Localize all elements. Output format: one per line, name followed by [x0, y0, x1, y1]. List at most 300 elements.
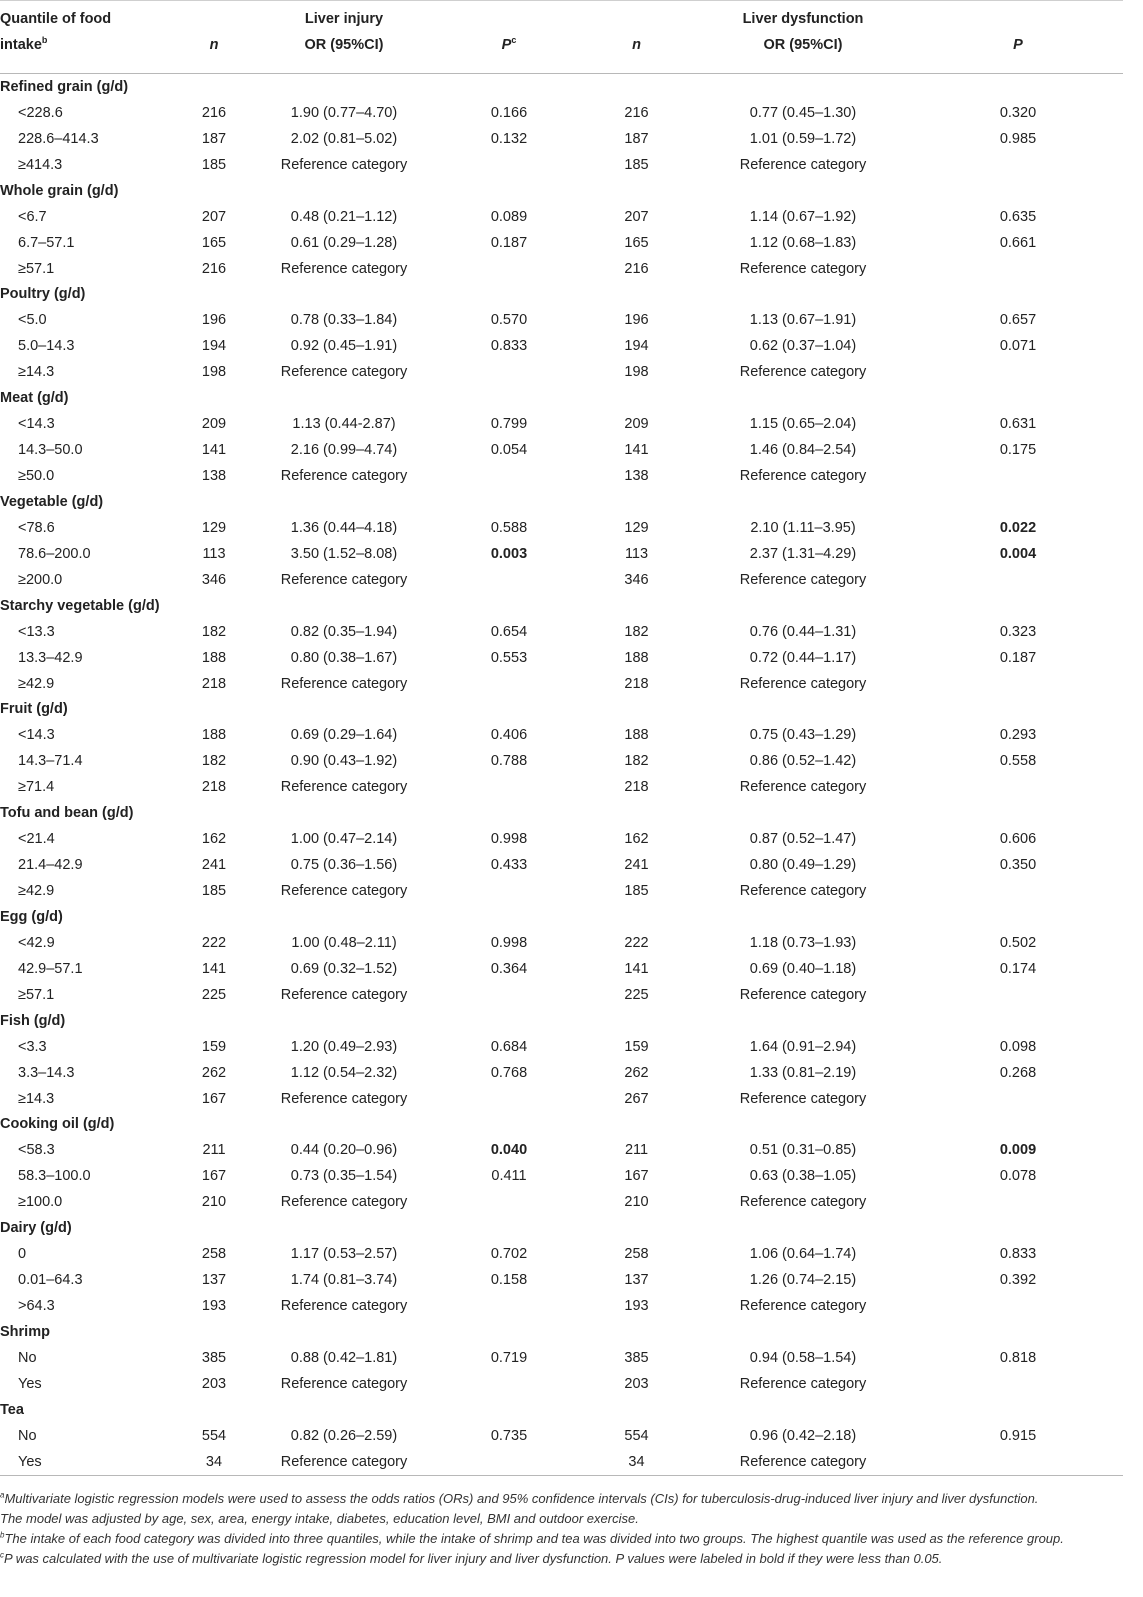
n-injury-cell: 218	[201, 675, 227, 692]
n-injury-cell: 196	[201, 312, 227, 329]
p-dysfunction-cell	[913, 1189, 1123, 1215]
n-injury-cell: 167	[201, 1168, 227, 1185]
p-injury-cell	[438, 256, 580, 282]
p-dysfunction-cell	[913, 878, 1123, 904]
table-row	[0, 1060, 1123, 1086]
or-injury-cell: Reference category	[280, 883, 408, 900]
n-dysfunction-cell: 141	[624, 442, 649, 459]
p-injury-cell: 0.768	[490, 1064, 528, 1081]
footnote-marker: a	[0, 1490, 5, 1500]
n-dysfunction-cell: 209	[624, 416, 649, 433]
table-row	[0, 256, 1123, 282]
header-n-dysfunction: n	[580, 35, 693, 74]
p-dysfunction-cell: 0.098	[999, 1038, 1037, 1055]
or-dysfunction-cell: 0.51 (0.31–0.85)	[749, 1142, 857, 1159]
n-injury-cell: 141	[201, 960, 227, 977]
n-dysfunction-cell: 225	[624, 986, 649, 1003]
table-row	[0, 230, 1123, 256]
table-row	[0, 463, 1123, 489]
n-injury-cell: 188	[201, 649, 227, 666]
category-label: Tea	[0, 1401, 24, 1418]
quantile-label: No	[18, 1427, 37, 1444]
table-row	[0, 333, 1123, 359]
or-dysfunction-cell: 1.33 (0.81–2.19)	[749, 1064, 857, 1081]
n-injury-cell: 194	[201, 338, 227, 355]
n-dysfunction-cell: 216	[624, 104, 649, 121]
p-injury-cell: 0.684	[490, 1038, 528, 1055]
p-dysfunction-cell	[913, 774, 1123, 800]
p-injury-cell: 0.166	[490, 104, 528, 121]
or-dysfunction-cell: 0.63 (0.38–1.05)	[749, 1168, 857, 1185]
header-or-injury: OR (95%CI)	[250, 35, 438, 74]
or-injury-cell: 0.82 (0.35–1.94)	[290, 623, 398, 640]
or-dysfunction-cell: Reference category	[739, 468, 867, 485]
n-injury-cell: 216	[201, 260, 227, 277]
or-dysfunction-cell: 1.64 (0.91–2.94)	[749, 1038, 857, 1055]
n-dysfunction-cell: 216	[624, 260, 649, 277]
p-injury-cell: 0.411	[491, 1168, 527, 1185]
n-dysfunction-cell: 385	[624, 1349, 649, 1366]
p-dysfunction-cell: 0.661	[999, 234, 1037, 251]
n-dysfunction-cell: 113	[624, 545, 649, 562]
table-row	[0, 541, 1123, 567]
header-sup-b: b	[41, 35, 48, 46]
table-row	[0, 852, 1123, 878]
p-dysfunction-cell: 0.004	[999, 545, 1037, 562]
quantile-label: <14.3	[18, 416, 55, 433]
quantile-label: 42.9–57.1	[18, 960, 83, 977]
or-dysfunction-cell: Reference category	[739, 1194, 867, 1211]
p-injury-cell: 0.570	[490, 312, 528, 329]
n-dysfunction-cell: 218	[624, 779, 649, 796]
quantile-label: <21.4	[18, 831, 55, 848]
n-dysfunction-cell: 258	[624, 1246, 649, 1263]
p-dysfunction-cell	[913, 671, 1123, 697]
table-row	[0, 307, 1123, 333]
p-dysfunction-cell	[913, 1293, 1123, 1319]
or-injury-cell: 0.44 (0.20–0.96)	[290, 1142, 398, 1159]
or-injury-cell: 1.13 (0.44-2.87)	[292, 416, 396, 433]
or-dysfunction-cell: 0.76 (0.44–1.31)	[749, 623, 857, 640]
or-dysfunction-cell: 0.96 (0.42–2.18)	[749, 1427, 857, 1444]
p-dysfunction-cell: 0.323	[999, 623, 1037, 640]
table-row	[0, 671, 1123, 697]
table-row	[0, 1189, 1123, 1215]
quantile-label: Yes	[0, 1449, 178, 1475]
category-label: Cooking oil (g/d)	[0, 1116, 115, 1133]
table-row	[0, 152, 1123, 178]
p-injury-cell	[438, 982, 580, 1008]
quantile-label: No	[18, 1349, 37, 1366]
n-injury-cell: 193	[201, 1298, 227, 1315]
quantile-label: ≥200.0	[18, 571, 63, 588]
quantile-label: Yes	[18, 1375, 42, 1392]
p-injury-cell: 0.040	[490, 1142, 528, 1159]
or-dysfunction-cell: 1.46 (0.84–2.54)	[749, 442, 857, 459]
quantile-label: ≥14.3	[18, 364, 55, 381]
or-injury-cell: 1.90 (0.77–4.70)	[290, 104, 398, 121]
or-injury-cell: Reference category	[280, 364, 408, 381]
p-injury-cell	[438, 463, 580, 489]
n-injury-cell: 210	[201, 1194, 227, 1211]
table-row	[0, 567, 1123, 593]
n-injury-cell: 182	[201, 623, 227, 640]
p-injury-cell: 0.833	[490, 338, 528, 355]
or-injury-cell: 0.82 (0.26–2.59)	[290, 1427, 398, 1444]
p-injury-cell: 0.433	[490, 857, 528, 874]
category-label: Whole grain (g/d)	[0, 182, 119, 199]
or-injury-cell: 0.92 (0.45–1.91)	[290, 338, 398, 355]
table-row	[0, 1371, 1123, 1397]
n-dysfunction-cell: 554	[624, 1427, 649, 1444]
table-row	[0, 126, 1123, 152]
n-dysfunction-cell: 185	[624, 156, 649, 173]
or-dysfunction-cell: 0.69 (0.40–1.18)	[749, 960, 857, 977]
footnote-text: Multivariate logistic regression models were used to assess the odds ratios (ORs) and 95% confidence intervals (CIs) for tuberculosis-drug-induced liver injury and liver dysfunction.	[4, 1491, 1039, 1506]
n-dysfunction-cell: 34	[580, 1449, 693, 1475]
quantile-label: <78.6	[18, 519, 55, 536]
p-dysfunction-cell: 0.392	[999, 1272, 1037, 1289]
n-dysfunction-cell: 159	[624, 1038, 649, 1055]
n-dysfunction-cell: 203	[624, 1375, 649, 1392]
p-dysfunction-cell: 0.350	[999, 857, 1037, 874]
or-dysfunction-cell: 0.87 (0.52–1.47)	[749, 831, 857, 848]
or-dysfunction-cell: Reference category	[693, 1449, 913, 1475]
p-dysfunction-cell: 0.606	[999, 831, 1037, 848]
table-row	[0, 982, 1123, 1008]
or-dysfunction-cell: 0.86 (0.52–1.42)	[749, 753, 857, 770]
p-dysfunction-cell	[913, 1449, 1123, 1475]
or-dysfunction-cell: Reference category	[739, 364, 867, 381]
category-label: Starchy vegetable (g/d)	[0, 597, 160, 614]
quantile-label: <228.6	[18, 104, 63, 121]
or-injury-cell: 0.88 (0.42–1.81)	[290, 1349, 398, 1366]
p-injury-cell	[438, 671, 580, 697]
n-injury-cell: 241	[201, 857, 227, 874]
header-liver-dysfunction: Liver dysfunction	[693, 1, 913, 36]
or-dysfunction-cell: Reference category	[739, 1298, 867, 1315]
p-injury-cell: 0.735	[490, 1427, 528, 1444]
or-injury-cell: 0.75 (0.36–1.56)	[290, 857, 398, 874]
category-label: Vegetable (g/d)	[0, 493, 104, 510]
or-dysfunction-cell: Reference category	[739, 571, 867, 588]
n-injury-cell: 198	[201, 364, 227, 381]
category-row	[0, 1112, 1123, 1138]
table-row	[0, 1034, 1123, 1060]
or-injury-cell: 1.17 (0.53–2.57)	[290, 1246, 398, 1263]
category-row	[0, 904, 1123, 930]
n-injury-cell: 216	[201, 104, 227, 121]
or-dysfunction-cell: 1.06 (0.64–1.74)	[749, 1246, 857, 1263]
n-injury-cell: 211	[202, 1142, 226, 1159]
or-dysfunction-cell: 0.77 (0.45–1.30)	[749, 104, 857, 121]
p-injury-cell: 0.588	[490, 519, 528, 536]
n-injury-cell: 185	[201, 156, 227, 173]
or-injury-cell: 0.90 (0.43–1.92)	[290, 753, 398, 770]
header-or-dysfunction: OR (95%CI)	[693, 35, 913, 74]
n-dysfunction-cell: 211	[624, 1142, 649, 1159]
p-injury-cell: 0.719	[490, 1349, 528, 1366]
n-dysfunction-cell: 346	[624, 571, 649, 588]
p-dysfunction-cell	[913, 256, 1123, 282]
n-dysfunction-cell: 193	[624, 1298, 649, 1315]
table-row	[0, 1086, 1123, 1112]
category-label: Fruit (g/d)	[0, 701, 68, 718]
or-injury-cell: Reference category	[280, 156, 408, 173]
table-row	[0, 722, 1123, 748]
header-quantile-line2: intake$^b$	[0, 35, 178, 74]
quantile-label: 14.3–71.4	[18, 753, 83, 770]
table-row	[0, 1163, 1123, 1189]
or-dysfunction-cell: 2.37 (1.31–4.29)	[749, 545, 857, 562]
quantile-label: ≥14.3	[18, 1090, 55, 1107]
n-dysfunction-cell: 194	[624, 338, 649, 355]
n-dysfunction-cell: 218	[624, 675, 649, 692]
p-injury-cell: 0.654	[490, 623, 528, 640]
quantile-label: <3.3	[18, 1038, 47, 1055]
or-dysfunction-cell: Reference category	[739, 260, 867, 277]
category-row	[0, 385, 1123, 411]
n-dysfunction-cell: 167	[624, 1168, 649, 1185]
p-injury-cell: 0.089	[490, 208, 528, 225]
p-injury-cell	[438, 1449, 580, 1475]
n-dysfunction-cell: 138	[624, 468, 649, 485]
category-label: Shrimp	[0, 1323, 50, 1340]
n-injury-cell: 262	[201, 1064, 227, 1081]
n-injury-cell: 207	[201, 208, 227, 225]
p-dysfunction-cell: 0.078	[999, 1168, 1037, 1185]
category-label: Fish (g/d)	[0, 1012, 66, 1029]
p-injury-cell	[438, 1293, 580, 1319]
n-injury-cell: 218	[201, 779, 227, 796]
or-injury-cell: 2.02 (0.81–5.02)	[290, 130, 398, 147]
p-injury-cell: 0.788	[490, 753, 528, 770]
p-injury-cell	[438, 1086, 580, 1112]
table-row	[0, 619, 1123, 645]
table-row	[0, 645, 1123, 671]
or-dysfunction-cell: 1.12 (0.68–1.83)	[749, 234, 857, 251]
or-dysfunction-cell: Reference category	[739, 883, 867, 900]
or-injury-cell: Reference category	[280, 571, 408, 588]
n-injury-cell: 165	[201, 234, 227, 251]
p-dysfunction-cell	[913, 152, 1123, 178]
p-injury-cell: 0.998	[490, 831, 528, 848]
table-row	[0, 930, 1123, 956]
p-dysfunction-cell: 0.187	[999, 649, 1037, 666]
or-injury-cell: 1.74 (0.81–3.74)	[290, 1272, 398, 1289]
or-dysfunction-cell: 1.26 (0.74–2.15)	[749, 1272, 857, 1289]
n-injury-cell: 34	[178, 1449, 250, 1475]
or-injury-cell: 3.50 (1.52–8.08)	[290, 545, 398, 562]
n-dysfunction-cell: 187	[624, 130, 649, 147]
or-injury-cell: Reference category	[250, 1449, 438, 1475]
quantile-label: ≥42.9	[18, 883, 55, 900]
or-injury-cell: 0.73 (0.35–1.54)	[290, 1168, 398, 1185]
n-injury-cell: 129	[201, 519, 227, 536]
n-injury-cell: 141	[201, 442, 227, 459]
n-dysfunction-cell: 182	[624, 753, 649, 770]
p-dysfunction-cell	[913, 567, 1123, 593]
or-injury-cell: 0.69 (0.29–1.64)	[290, 727, 398, 744]
or-dysfunction-cell: Reference category	[739, 1375, 867, 1392]
or-injury-cell: 1.20 (0.49–2.93)	[290, 1038, 398, 1055]
or-injury-cell: 1.12 (0.54–2.32)	[290, 1064, 398, 1081]
p-injury-cell	[438, 1189, 580, 1215]
p-dysfunction-cell	[913, 359, 1123, 385]
or-dysfunction-cell: 0.72 (0.44–1.17)	[749, 649, 857, 666]
or-injury-cell: 0.48 (0.21–1.12)	[290, 208, 398, 225]
p-injury-cell: 0.132	[490, 130, 528, 147]
or-injury-cell: 1.00 (0.48–2.11)	[291, 934, 397, 951]
or-injury-cell: Reference category	[280, 1298, 408, 1315]
p-injury-cell: 0.054	[490, 442, 528, 459]
category-row	[0, 1397, 1123, 1423]
p-injury-cell: 0.799	[490, 416, 528, 433]
n-dysfunction-cell: 196	[624, 312, 649, 329]
p-dysfunction-cell: 0.985	[999, 130, 1037, 147]
p-dysfunction-cell: 0.320	[999, 104, 1037, 121]
table-row	[0, 359, 1123, 385]
table-row	[0, 956, 1123, 982]
n-dysfunction-cell: 188	[624, 649, 649, 666]
table-row	[0, 411, 1123, 437]
quantile-label: 0	[18, 1246, 27, 1263]
or-injury-cell: Reference category	[280, 1194, 408, 1211]
p-dysfunction-cell: 0.635	[999, 208, 1037, 225]
n-injury-cell: 138	[201, 468, 227, 485]
p-injury-cell: 0.158	[490, 1272, 528, 1289]
footnote	[0, 1529, 1123, 1549]
table-row	[0, 100, 1123, 126]
or-dysfunction-cell: Reference category	[739, 1090, 867, 1107]
or-dysfunction-cell: Reference category	[739, 986, 867, 1003]
or-dysfunction-cell: 1.18 (0.73–1.93)	[749, 934, 857, 951]
n-dysfunction-cell: 141	[624, 960, 649, 977]
or-dysfunction-cell: 0.75 (0.43–1.29)	[749, 727, 857, 744]
n-dysfunction-cell: 162	[624, 831, 649, 848]
n-injury-cell: 222	[201, 934, 227, 951]
quantile-label: ≥57.1	[18, 260, 55, 277]
table-row	[0, 1267, 1123, 1293]
p-dysfunction-cell: 0.657	[999, 312, 1037, 329]
footnote-text: The model was adjusted by age, sex, area, energy intake, diabetes, education level, BMI and outdoor exercise.	[0, 1511, 639, 1526]
or-injury-cell: Reference category	[280, 779, 408, 796]
n-dysfunction-cell: 267	[624, 1090, 649, 1107]
quantile-label: >64.3	[18, 1298, 55, 1315]
p-dysfunction-cell: 0.175	[999, 442, 1037, 459]
p-dysfunction-cell	[913, 1086, 1123, 1112]
or-injury-cell: Reference category	[280, 1375, 408, 1392]
p-injury-cell	[438, 774, 580, 800]
or-injury-cell: 0.61 (0.29–1.28)	[290, 234, 398, 251]
header-quantile-line1: Quantile of food	[0, 1, 178, 36]
or-injury-cell: Reference category	[280, 675, 408, 692]
category-label: Tofu and bean (g/d)	[0, 805, 134, 822]
quantile-label: <14.3	[18, 727, 55, 744]
p-dysfunction-cell: 0.558	[999, 753, 1037, 770]
n-injury-cell: 113	[202, 545, 226, 562]
table-row	[0, 1293, 1123, 1319]
or-dysfunction-cell: 0.94 (0.58–1.54)	[749, 1349, 857, 1366]
table-row	[0, 1423, 1123, 1449]
category-label: Refined grain (g/d)	[0, 78, 129, 95]
quantile-label: ≥71.4	[18, 779, 55, 796]
or-dysfunction-cell: Reference category	[739, 675, 867, 692]
or-dysfunction-cell: 0.62 (0.37–1.04)	[749, 338, 857, 355]
category-row	[0, 178, 1123, 204]
p-injury-cell: 0.553	[490, 649, 528, 666]
category-row	[0, 282, 1123, 308]
n-dysfunction-cell: 241	[624, 857, 649, 874]
category-label: Meat (g/d)	[0, 390, 69, 407]
p-injury-cell	[438, 359, 580, 385]
table-row	[0, 515, 1123, 541]
quantile-label: ≥42.9	[18, 675, 55, 692]
quantile-label: 13.3–42.9	[18, 649, 83, 666]
p-dysfunction-cell: 0.293	[999, 727, 1037, 744]
p-dysfunction-cell: 0.818	[999, 1349, 1037, 1366]
p-injury-cell	[438, 567, 580, 593]
header-liver-injury: Liver injury	[250, 1, 438, 36]
n-injury-cell: 159	[201, 1038, 227, 1055]
n-injury-cell: 203	[201, 1375, 227, 1392]
quantile-label: 0.01–64.3	[18, 1272, 83, 1289]
n-dysfunction-cell: 207	[624, 208, 649, 225]
table-row	[0, 437, 1123, 463]
or-dysfunction-cell: Reference category	[739, 779, 867, 796]
quantile-label: 228.6–414.3	[18, 130, 99, 147]
n-dysfunction-cell: 165	[624, 234, 649, 251]
table-row	[0, 1241, 1123, 1267]
quantile-label: <5.0	[18, 312, 47, 329]
p-dysfunction-cell	[913, 1371, 1123, 1397]
n-injury-cell: 185	[201, 883, 227, 900]
quantile-label: ≥414.3	[18, 156, 63, 173]
quantile-label: 3.3–14.3	[18, 1064, 75, 1081]
table-row	[0, 1345, 1123, 1371]
p-dysfunction-cell: 0.071	[999, 338, 1037, 355]
category-row	[0, 800, 1123, 826]
n-dysfunction-cell: 198	[624, 364, 649, 381]
p-injury-cell: 0.406	[490, 727, 528, 744]
category-row	[0, 489, 1123, 515]
p-injury-cell: 0.187	[490, 234, 528, 251]
quantile-label: 78.6–200.0	[18, 545, 91, 562]
or-dysfunction-cell: Reference category	[739, 156, 867, 173]
table-row	[0, 748, 1123, 774]
n-dysfunction-cell: 262	[624, 1064, 649, 1081]
n-injury-cell: 385	[201, 1349, 227, 1366]
category-row	[0, 1008, 1123, 1034]
p-dysfunction-cell: 0.833	[999, 1246, 1037, 1263]
or-dysfunction-cell: 1.01 (0.59–1.72)	[749, 130, 857, 147]
table-row	[0, 878, 1123, 904]
header-p-dysfunction: P	[913, 35, 1123, 74]
or-dysfunction-cell: 1.15 (0.65–2.04)	[749, 416, 857, 433]
n-injury-cell: 137	[201, 1272, 227, 1289]
quantile-label: 14.3–50.0	[18, 442, 83, 459]
p-dysfunction-cell: 0.174	[999, 960, 1037, 977]
quantile-label: 21.4–42.9	[18, 857, 83, 874]
header-n-injury: n	[178, 35, 250, 74]
n-dysfunction-cell: 137	[624, 1272, 649, 1289]
or-injury-cell: Reference category	[280, 468, 408, 485]
footnote-text: P was calculated with the use of multivariate logistic regression model for liver injury and liver dysfunction. P values were labeled in bold if they were less than 0.05.	[4, 1551, 943, 1566]
n-injury-cell: 167	[201, 1090, 227, 1107]
n-injury-cell: 162	[201, 831, 227, 848]
p-dysfunction-cell: 0.268	[999, 1064, 1037, 1081]
or-injury-cell: 0.69 (0.32–1.52)	[290, 960, 398, 977]
